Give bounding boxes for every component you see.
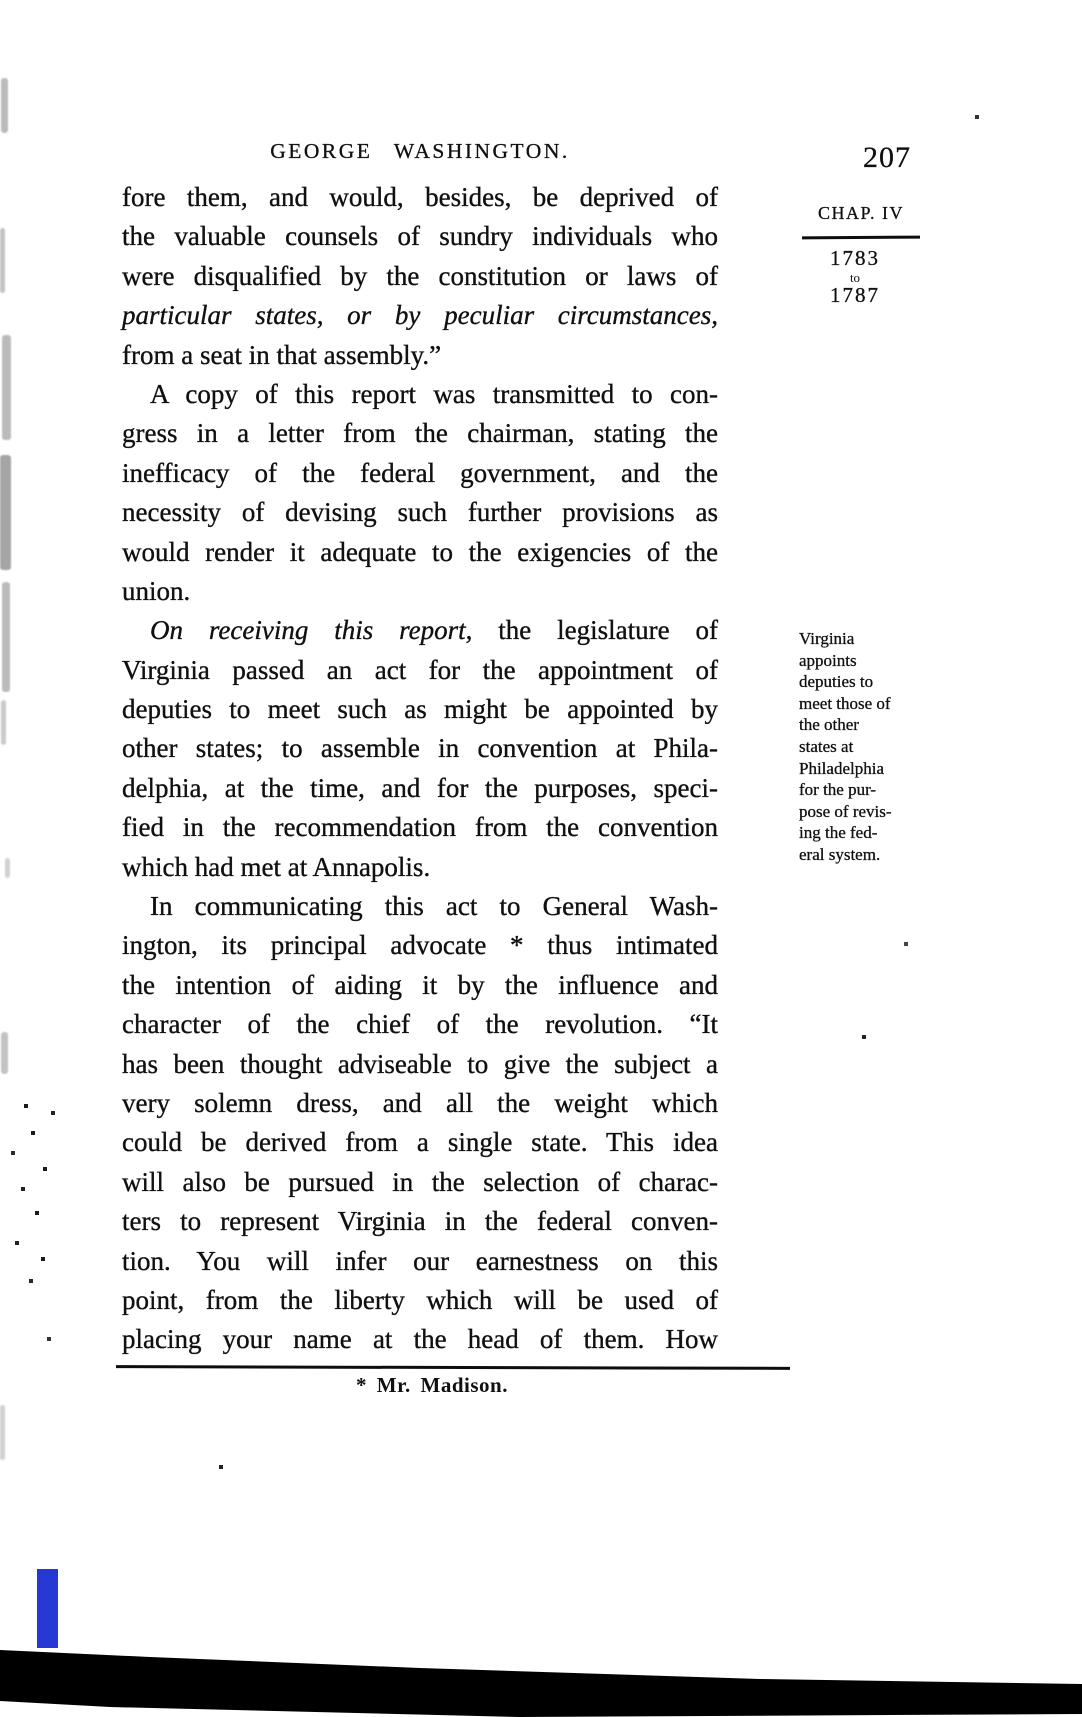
body-line: could be derived from a single state. This idea: [122, 1127, 718, 1158]
chapter-rule: [802, 236, 920, 240]
year-end: 1787: [830, 283, 880, 307]
body-line: fied in the recommendation from the convention: [122, 812, 718, 843]
body-line: the intention of aiding it by the influence and: [122, 969, 718, 1000]
body-line: would render it adequate to the exigencies of the: [122, 536, 718, 567]
body-line: ters to represent Virginia in the federal conven-: [122, 1206, 718, 1237]
body-line: from a seat in that assembly.”: [122, 339, 442, 370]
body-line: Virginia passed an act for the appointment of: [122, 654, 718, 685]
margin-note-line: ing the fed-: [799, 823, 878, 843]
margin-note-line: Philadelphia: [799, 758, 884, 778]
body-line: the valuable counsels of sundry individuals who: [122, 221, 718, 252]
scan-noise: [1, 78, 8, 133]
body-line: other states; to assemble in convention at Phila-: [122, 733, 718, 764]
margin-note-line: eral system.: [799, 844, 881, 864]
body-line: which had met at Annapolis.: [122, 851, 431, 882]
body-line: In communicating this act to General Wash-: [150, 891, 718, 922]
margin-note: [799, 628, 931, 866]
body-line: gress in a letter from the chairman, stating the: [122, 418, 718, 449]
body-line: very solemn dress, and all the weight which: [122, 1087, 718, 1118]
scan-noise: [2, 335, 11, 440]
body-line: tion. You will infer our earnestness on this: [122, 1245, 718, 1276]
body-line: A copy of this report was transmitted to con-: [150, 378, 718, 409]
body-line: character of the chief of the revolution. “It: [122, 1009, 718, 1040]
scan-noise: [5, 858, 10, 878]
body-line: point, from the liberty which will be used of: [122, 1284, 718, 1315]
margin-note-line: for the pur-: [799, 780, 877, 800]
body-line: deputies to meet such as might be appointed by: [122, 694, 718, 725]
body-line: ington, its principal advocate * thus intimated: [122, 930, 718, 961]
body-line: were disqualified by the constitution or laws of: [122, 260, 718, 291]
margin-note-line: Virginia: [799, 629, 855, 648]
year-start: 1783: [830, 246, 880, 270]
margin-note-line: the other: [799, 715, 859, 735]
body-line: fore them, and would, besides, be deprived of: [122, 182, 718, 212]
margin-note-line: appoints: [799, 650, 857, 670]
body-line: On receiving this report, the legislature of: [150, 615, 719, 646]
footnote-rule: [116, 1365, 790, 1370]
body-line: delphia, at the time, and for the purposes, speci-: [122, 772, 718, 803]
footnote: * Mr. Madison.: [356, 1373, 508, 1397]
page-title: GEORGE WASHINGTON.: [270, 139, 570, 163]
body-line: inefficacy of the federal government, and the: [122, 457, 718, 488]
margin-note-line: deputies to: [799, 672, 874, 692]
chapter-label: CHAP. IV: [817, 203, 904, 223]
scan-noise: [1, 1032, 8, 1074]
body-line: placing your name at the head of them. How: [122, 1324, 718, 1355]
year-connector: to: [849, 270, 861, 285]
scan-noise: [0, 228, 5, 293]
body-line: will also be pursued in the selection of charac-: [122, 1166, 718, 1197]
scan-noise: [2, 582, 10, 692]
margin-note-line: meet those of: [799, 693, 891, 713]
body-line: union.: [122, 575, 191, 606]
margin-note-line: states at: [799, 736, 854, 756]
body-line: particular states, or by peculiar circumstances,: [122, 300, 718, 331]
body-line: has been thought adviseable to give the subject a: [122, 1048, 718, 1079]
date-range: [800, 248, 910, 306]
body-line: necessity of devising such further provisions as: [122, 497, 718, 528]
page-number: 207: [863, 141, 911, 174]
scan-noise: [1, 700, 6, 745]
running-header: [122, 139, 718, 164]
scan-noise: [0, 455, 11, 570]
scan-noise: [0, 1405, 5, 1460]
margin-note-line: pose of revis-: [799, 801, 892, 821]
blue-scan-artifact: [37, 1569, 58, 1648]
scan-speckles: [0, 0, 2, 2]
body-text: [122, 178, 718, 1360]
